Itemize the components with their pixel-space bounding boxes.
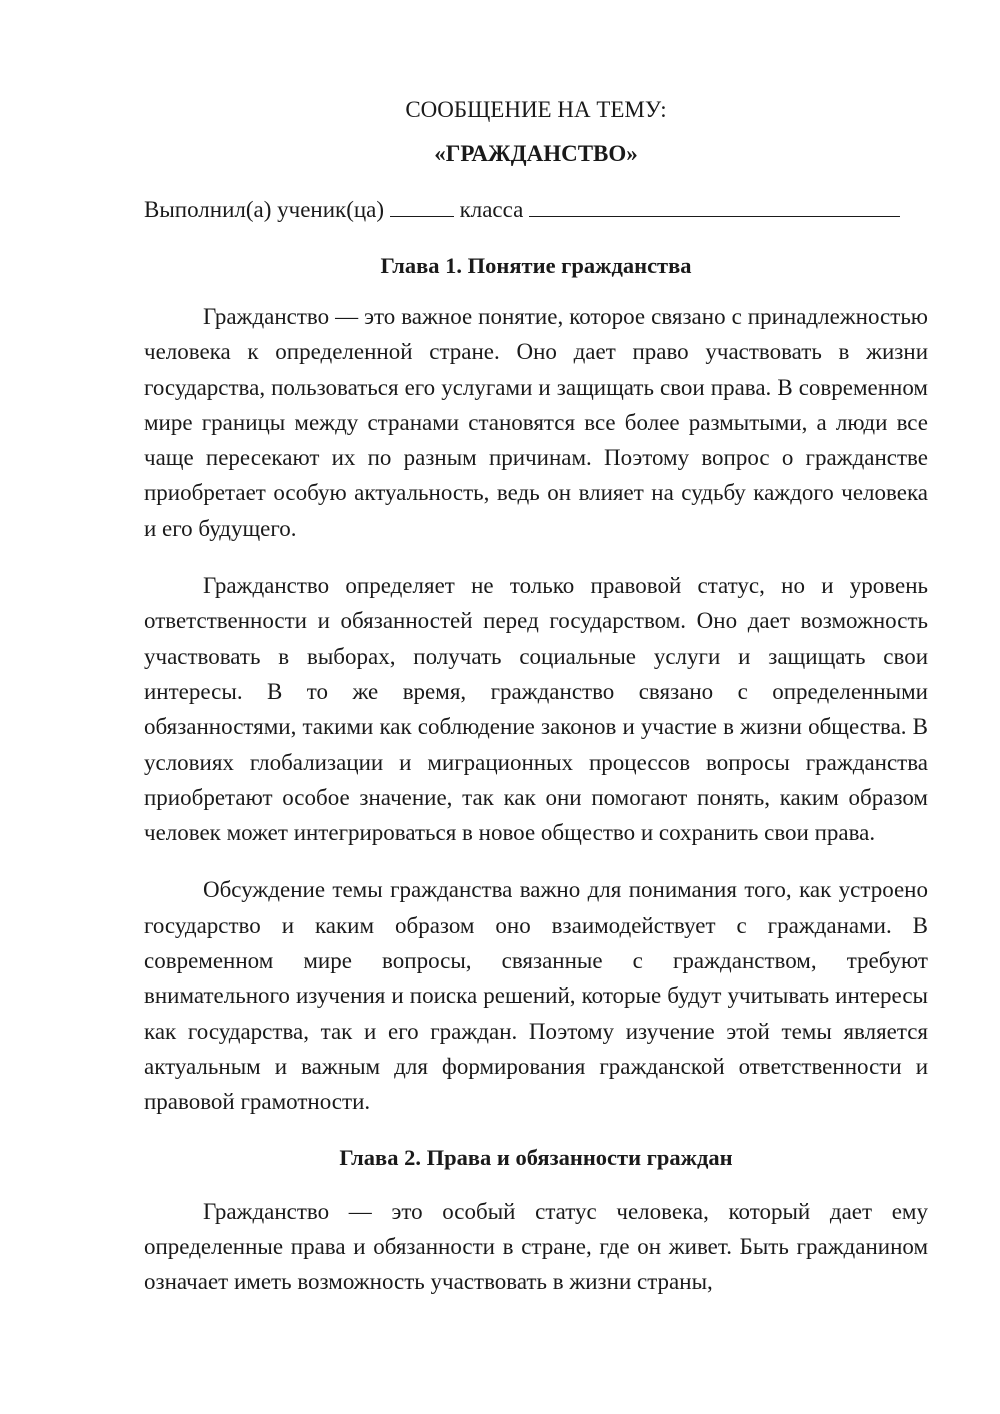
- paragraph: Гражданство определяет не только правовой статус, но и уровень ответственности и обязанностей перед государством. Оно дает возможность участвовать в выборах, получать социальные услуги и защищать свои интересы. В то же время, гражданство связано с определенными обязанностями, такими как соблюдение законов и участие в жизни общества. В условиях глобализации и миграционных процессов вопросы гражданства приобретают особое значение, так как они помогают понять, каким образом человек может интегрироваться в новое общество и сохранить свои права.: [144, 573, 928, 846]
- document-subject: «ГРАЖДАНСТВО»: [434, 141, 638, 166]
- paragraph: Обсуждение темы гражданства важно для понимания того, как устроено государство и каким образом оно взаимодействует с гражданами. В современном мире вопросы, связанные с гражданством, требуют внимательного изучения и поиска решений, которые будут учитывать интересы как государства, так и его граждан. Поэтому изучение этой темы является актуальным и важным для формирования гражданской ответственности и правовой грамотности.: [144, 877, 928, 1115]
- class-label: класса: [459, 197, 524, 222]
- document-title: СООБЩЕНИЕ НА ТЕМУ:: [405, 97, 667, 122]
- chapter-heading: Глава 1. Понятие гражданства: [380, 253, 692, 278]
- class-number-blank: [390, 194, 454, 217]
- paragraph: Гражданство — это важное понятие, которое связано с принадлежностью человека к определенной стране. Оно дает право участвовать в жизни государства, пользоваться его услугами и защищать свои права. В современном мире границы между странами становятся все более размытыми, а люди все чаще пересекают их по разным причинам. Поэтому вопрос о гражданстве приобретает особую актуальность, ведь он влияет на судьбу каждого человека и его будущего.: [144, 304, 928, 541]
- chapter-heading: Глава 2. Права и обязанности граждан: [339, 1144, 733, 1170]
- completed-by-label: Выполнил(а) ученик(ца): [144, 197, 385, 222]
- student-name-blank: [529, 194, 900, 217]
- author-line: [144, 192, 928, 228]
- paragraph: Гражданство — это особый статус человека, который дает ему определенные права и обязанности в стране, где он живет. Быть гражданином означает иметь возможность участвовать в жизни страны,: [144, 1198, 928, 1295]
- document-page: [144, 92, 928, 1299]
